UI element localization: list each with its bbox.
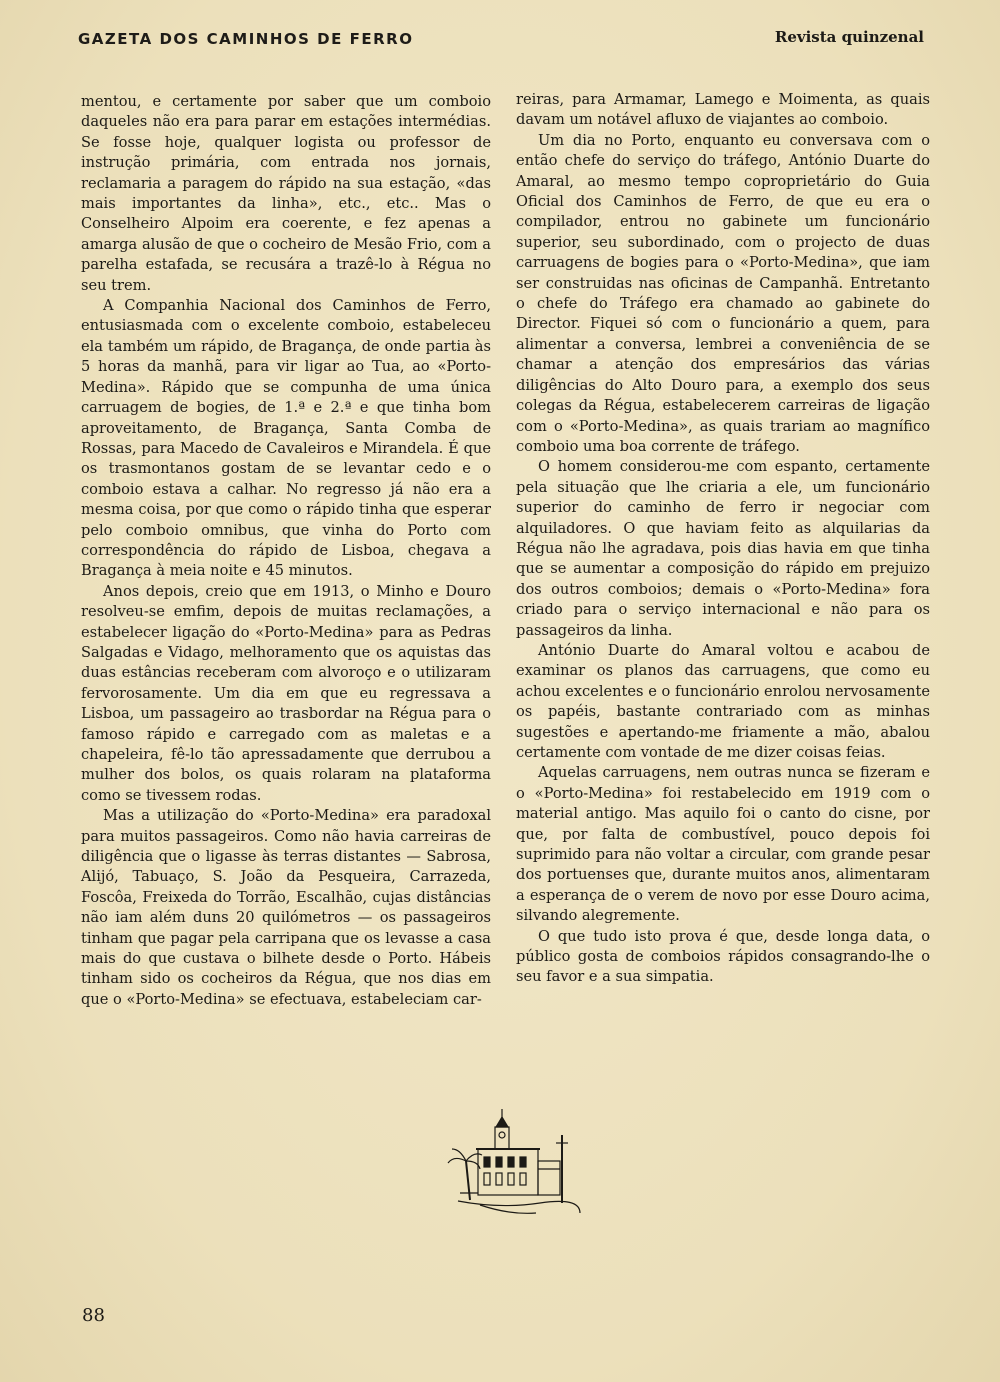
paragraph: O homem considerou-me com espanto, certamente pela situação que lhe criaria a ele, um funcionário superior do caminho de ferro ir negociar com alquiladores. O que haviam feito as alquilarias da Régua não lhe agradava, pois dias havia em que tinha que se aumentar a composição do rápido em prejuizo dos outros comboios; demais o «Porto-Medina» fora criado para o serviço internacional e não para os passageiros da linha. bbox=[516, 458, 930, 639]
station-vignette-illustration bbox=[440, 1105, 590, 1225]
journal-title: GAZETA DOS CAMINHOS DE FERRO bbox=[78, 30, 414, 48]
page-number: 88 bbox=[82, 1305, 105, 1326]
paragraph: O que tudo isto prova é que, desde longa data, o público gosta de comboios rápidos consagrando-lhe o seu favor e a sua simpatia. bbox=[516, 927, 930, 986]
left-column bbox=[81, 92, 491, 1010]
paragraph: Aquelas carruagens, nem outras nunca se fizeram e o «Porto-Medina» foi restabelecido em 1919 com o material antigo. Mas aquilo foi o canto do cisne, por que, por falta de combustível, pouco depois foi suprimido para não voltar a circular, com grande pesar dos portuenses que, durante muitos anos, alimentaram a esperança de o verem de novo por esse Douro acima, silvando alegremente. bbox=[516, 764, 930, 925]
paragraph: Um dia no Porto, enquanto eu conversava com o então chefe do serviço do tráfego, António Duarte do Amaral, ao mesmo tempo coproprietário do Guia Oficial dos Caminhos de Ferro, de que eu era o compilador, entrou no gabinete um funcionário superior, seu subordinado, com o projecto de duas carruagens de bogies para o «Porto-Medina», que iam ser construidas nas oficinas de Campanhã. Entretanto o chefe do Tráfego era chamado ao gabinete do Director. Fiquei só com o funcionário a quem, para alimentar a conversa, lembrei a conveniência de se chamar a atenção dos empresários das várias diligências do Alto Douro para, a exemplo dos seus colegas da Régua, estabelecerem carreiras de ligação com o «Porto-Medina», as quais trariam ao magnífico comboio uma boa corrente de tráfego. bbox=[516, 131, 930, 455]
paragraph: A Companhia Nacional dos Caminhos de Ferro, entusiasmada com o excelente comboio, estabeleceu ela também um rápido, de Bragança, de onde partia às 5 horas da manhã, para vir ligar ao Tua, ao «Porto-Medina». Rápido que se compunha de uma única carruagem de bogies, de 1.ª e 2.ª e que tinha bom aproveitamento, de Bragança, Santa Comba de Rossas, para Macedo de Cavaleiros e Mirandela. É que os trasmontanos gostam de se levantar cedo e o comboio estava a calhar. No regresso já não era a mesma coisa, por que como o rápido tinha que esperar pelo comboio omnibus, que vinha do Porto com correspondência do rápido de Lisboa, chegava a Bragança à meia noite e 45 minutos. bbox=[81, 297, 491, 580]
paragraph: mentou, e certamente por saber que um comboio daqueles não era para parar em estações intermédias. Se fosse hoje, qualquer logista ou professor de instrução primária, com entrada nos jornais, reclamaria a paragem do rápido na sua estação, «das mais importantes da linha», etc., etc.. Mas o Conselheiro Alpoim era coerente, e fez apenas a amarga alusão de que o cocheiro de Mesão Frio, com a parelha estafada, se recusára a trazê-lo à Régua no seu trem. bbox=[81, 93, 491, 294]
paragraph: Anos depois, creio que em 1913, o Minho e Douro resolveu-se emfim, depois de muitas reclamações, a estabelecer ligação do «Porto-Medina» para as Pedras Salgadas e Vidago, melhoramento que os aquistas das duas estâncias receberam com alvoroço e o utilizaram fervorosamente. Um dia em que eu regressava a Lisboa, um passageiro ao trasbordar na Régua para o famoso rápido e carregado com as maletas e a chapeleira, fê-lo tão apressadamente que derrubou a mulher dos bolos, os quais rolaram na plataforma como se tivessem rodas. bbox=[81, 582, 491, 804]
journal-subtitle: Revista quinzenal bbox=[774, 28, 924, 46]
paragraph: Mas a utilização do «Porto-Medina» era paradoxal para muitos passageiros. Como não havia carreiras de diligência que o ligasse às terras distantes — Sabrosa, Alijó, Tabuaço, S. João da Pesqueira, Carrazeda, Foscôa, Freixeda do Torrão, Escalhão, cujas distâncias não iam além duns 20 quilómetros — os passageiros tinham que pagar pela carripana que os levasse a casa mais do que custava o bilhete desde o Porto. Hábeis tinham sido os cocheiros da Régua, que nos dias em que o «Porto-Medina» se efectuava, estabeleciam car- bbox=[81, 807, 491, 1008]
right-column bbox=[516, 90, 930, 988]
paragraph: reiras, para Armamar, Lamego e Moimenta, as quais davam um notável afluxo de viajantes ao comboio. bbox=[516, 91, 930, 129]
paragraph: António Duarte do Amaral voltou e acabou de examinar os planos das carruagens, que como eu achou excelentes e o funcionário enrolou nervosamente os papéis, bastante contrariado com as minhas sugestões e apertando-me friamente a mão, abalou certamente com vontade de me dizer coisas feias. bbox=[516, 641, 930, 761]
